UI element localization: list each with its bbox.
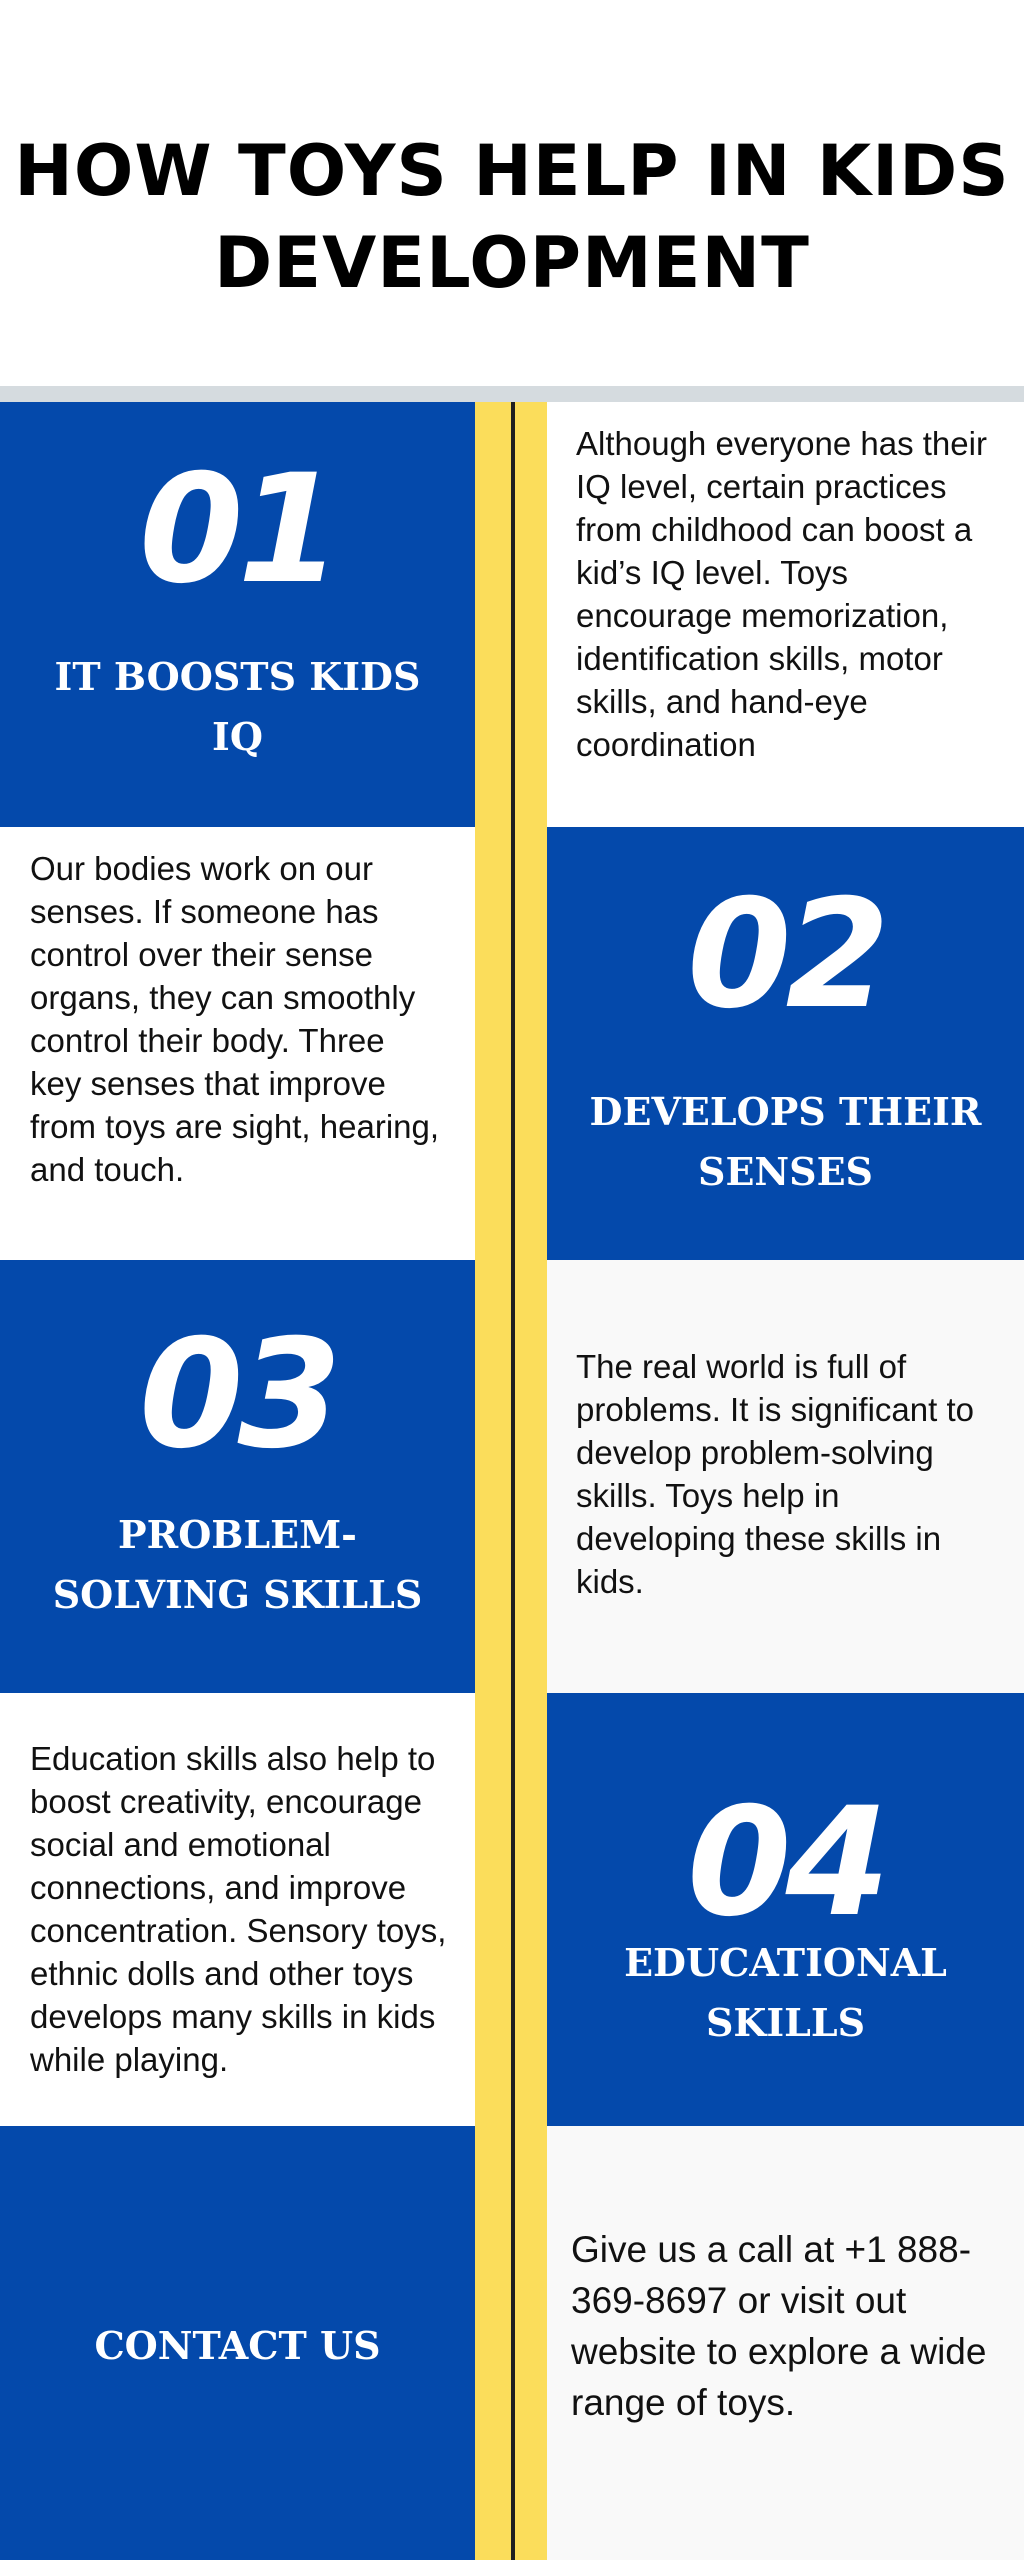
section-2-description: Our bodies work on our senses. If someone has control over their sense organs, they can smoothly control their body. Three key senses that improve from toys are sight, hearing, and touch. [30,850,440,1188]
section-3-description-panel [547,1260,1024,1693]
section-4-description: Education skills also help to boost creativity, encourage social and emotional connections, and improve concentration. Sensory toys, ethnic dolls and other toys develops many skills in kids while playing. [30,1740,447,2078]
contact-heading: CONTACT US [94,2323,381,2368]
section-2-description-panel [0,827,475,1260]
section-4-heading: EDUCATIONAL SKILLS [624,1940,947,2045]
section-1-card [0,402,475,827]
section-4-description-panel [0,1693,475,2126]
section-2-number: 02 [687,868,884,1042]
section-3-card [0,1260,475,1693]
page-title: HOW TOYS HELP IN KIDS DEVELOPMENT [14,130,1010,304]
section-4-card [547,1693,1024,2126]
section-1-heading: IT BOOSTS KIDS IQ [54,654,421,759]
timeline-line [511,402,515,2560]
section-3-heading: PROBLEM-SOLVING SKILLS [52,1512,423,1617]
section-3-description: The real world is full of problems. It is significant to develop problem-solving skills. Toys help in developing these skills in kids. [576,1348,974,1600]
contact-card [0,2126,475,2560]
section-1-number: 01 [139,443,336,617]
section-2-heading: DEVELOPS THEIR SENSES [589,1089,982,1194]
section-3-number: 03 [139,1308,336,1482]
section-1-description: Although everyone has their IQ level, certain practices from childhood can boost a kid’s IQ level. Toys encourage memorization, identification skills, motor skills, and hand-eye coordination [576,425,987,763]
title-divider [0,386,1024,402]
contact-description-panel [547,2126,1024,2560]
section-4-number: 04 [687,1776,884,1950]
contact-description: Give us a call at +1 888-369-8697 or visit out website to explore a wide range of toys. [571,2229,987,2423]
section-1-description-panel [547,402,1024,827]
section-2-card [547,827,1024,1260]
